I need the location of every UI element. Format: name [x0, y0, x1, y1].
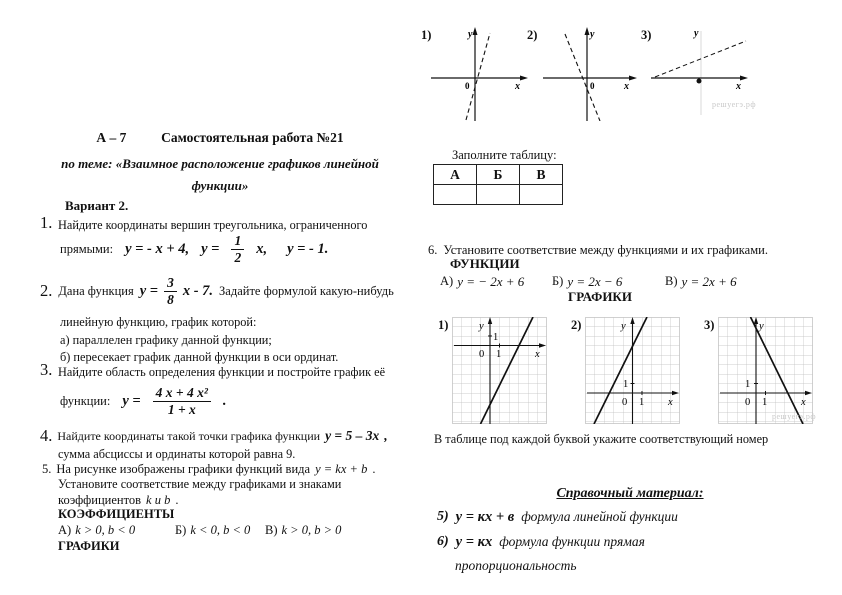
- problem1-formula2-pre: у =: [201, 240, 220, 257]
- problem5-line1: [42, 461, 375, 477]
- fill-table-cell-a: [434, 185, 477, 205]
- problem3-period: .: [222, 392, 227, 409]
- grid-graph2-xtick-label: 1: [639, 397, 645, 408]
- problem5-formula: y = kx + b: [315, 461, 368, 476]
- mini-graph1-label: 1): [421, 28, 432, 42]
- grid-graph-3: [718, 317, 813, 424]
- grid-graph2-x-axis-label: x: [668, 397, 673, 408]
- reference-item-6: [437, 533, 645, 551]
- problem2-line2: линейную функцию, график которой:: [60, 315, 257, 329]
- mini-graph3-label: 3): [641, 28, 652, 42]
- fill-table-header-a: А: [434, 165, 477, 185]
- fill-table-cell-b: [477, 185, 520, 205]
- fill-table-cell-v: [520, 185, 563, 205]
- mini-graph2-label: 2): [527, 28, 538, 42]
- worksheet-code: А – 7: [96, 130, 127, 145]
- grid-graph3-y-axis-label: y: [759, 321, 764, 332]
- worksheet-title: [30, 130, 410, 146]
- grid-graph1-x-axis-label: x: [535, 349, 540, 360]
- mini-graph-2: [540, 25, 640, 121]
- problem1-number: 1.: [40, 213, 53, 232]
- grid-graph3-xtick-label: 1: [762, 397, 768, 408]
- grid-graph1-ytick-label: 1: [493, 332, 499, 343]
- grid-graph2-origin-label: 0: [622, 397, 628, 408]
- fill-table-header-row: [434, 165, 563, 185]
- coefficients-heading: КОЭФФИЦИЕНТЫ: [58, 507, 175, 521]
- problem2-item-b: б) пересекает график данной функции в оси ординат.: [60, 350, 339, 364]
- fill-table-header-v: В: [520, 165, 563, 185]
- problem1-formula3: у = - 1.: [287, 240, 329, 257]
- grid-graph2-label: 2): [571, 318, 582, 332]
- function-option-v: В) у = 2х + 6: [665, 273, 737, 289]
- watermark-bottom: решуегэ.рф: [772, 412, 817, 421]
- variant-label: Вариант 2.: [65, 198, 129, 213]
- grid-graph1-y-axis-label: y: [479, 321, 484, 332]
- grid-graph3-x-axis-label: x: [801, 397, 806, 408]
- reference-item5-formula: у = кх + в: [455, 508, 515, 525]
- reference-item6-number: 6): [437, 534, 449, 549]
- problem5-period: .: [372, 461, 376, 476]
- problem4-number: 4.: [40, 426, 53, 445]
- problem2-post: Задайте формулой какую-нибудь: [219, 283, 394, 298]
- mini-graph1-x-axis-label: x: [515, 81, 520, 92]
- problem5-number: 5.: [42, 461, 52, 476]
- problem2-line1: [40, 274, 394, 308]
- mini-graph1-origin-label: 0: [465, 81, 470, 91]
- problem6-text: Установите соответствие между функциями и их графиками.: [443, 242, 768, 257]
- function-option-a: А) у = − 2х + 6: [440, 273, 525, 289]
- fill-table: [433, 164, 563, 205]
- mini-graph2-y-axis-label: y: [590, 29, 595, 40]
- problem2-pre: Дана функция: [58, 283, 134, 298]
- grid-graph3-ytick-label: 1: [745, 379, 751, 390]
- mini-graph-1: [428, 25, 530, 121]
- problem4-comma: ,: [384, 428, 388, 443]
- fraction-one-half: $\frac{1}{2}$: [231, 234, 244, 264]
- grid-graph-2: [585, 317, 680, 424]
- grid-graph-1: [452, 317, 547, 424]
- grid-graph3-origin-label: 0: [745, 397, 751, 408]
- problem1-prefix: прямыми:: [60, 241, 114, 256]
- problem4-line1: [40, 427, 388, 445]
- problem4-pre: Найдите координаты такой точки графика функции: [57, 428, 321, 443]
- mini-graph1-y-axis-label: y: [468, 29, 473, 40]
- watermark-top: решуегэ.рф: [712, 100, 757, 109]
- graphs-heading-left: ГРАФИКИ: [58, 539, 120, 553]
- worksheet-theme-line2: функции»: [191, 178, 249, 193]
- problem4-formula: у = 5 – 3х: [325, 428, 380, 443]
- problem1-text: Найдите координаты вершин треугольника, ограниченного: [58, 218, 368, 232]
- reference-title: Справочный материал:: [556, 486, 704, 501]
- grid-graph1-label: 1): [438, 318, 449, 332]
- problem1-formula2-post: х,: [256, 240, 268, 257]
- mini-graph2-x-axis-label: x: [624, 81, 629, 92]
- grid-graph1-origin-label: 0: [479, 349, 485, 360]
- grid-graph2-y-axis-label: y: [621, 321, 626, 332]
- worksheet-theme-line1: по теме: «Взаимное расположение графиков линейной: [61, 156, 379, 171]
- fill-table-answer-row: [434, 185, 563, 205]
- reference-item-5: [437, 508, 678, 526]
- reference-item6-text: формула функции прямая: [499, 534, 645, 549]
- problem3-label: функции:: [60, 393, 111, 408]
- coeff-option-a: А) k > 0, b < 0: [58, 522, 136, 537]
- grid-graph1-xtick-label: 1: [496, 349, 502, 360]
- problem5-line3: коэффициентов k и b .: [58, 492, 179, 507]
- fraction-rational: $\frac{\text{4 х + 4 х²}}{1 + х}$: [153, 386, 211, 416]
- reference-item6-formula: у = кх: [455, 533, 493, 550]
- function-option-b: Б) у = 2х − 6: [552, 273, 623, 289]
- mini-graph2-origin-label: 0: [590, 81, 595, 91]
- problem4-line2: сумма абсциссы и ординаты которой равна 9.: [58, 447, 296, 461]
- problem5-line2: Установите соответствие между графиками и знаками: [58, 477, 342, 491]
- mini-graph3-x-axis-label: x: [736, 81, 741, 92]
- reference-item5-text: формула линейной функции: [521, 509, 678, 524]
- problem1-formulas: [60, 232, 328, 266]
- fraction-three-eighths: $\frac{3}{8}$: [164, 276, 177, 306]
- mini-graph3-y-axis-label: y: [694, 28, 699, 39]
- reference-item6-text2: пропорциональность: [455, 558, 577, 573]
- problem3-text: Найдите область определения функции и постройте график её: [58, 365, 386, 379]
- fill-table-header-b: Б: [477, 165, 520, 185]
- fill-table-caption: Заполните таблицу:: [452, 148, 557, 162]
- problem5-pre: На рисунке изображены графики функций вида: [56, 461, 311, 476]
- problem3-number: 3.: [40, 360, 53, 379]
- problem6-footer: В таблице под каждой буквой укажите соответствующий номер: [434, 432, 769, 446]
- problem2-formula-pre: у =: [139, 282, 159, 299]
- reference-item5-number: 5): [437, 509, 449, 524]
- coeff-option-b: Б) k < 0, b < 0: [175, 522, 251, 537]
- grid-graph2-ytick-label: 1: [623, 379, 629, 390]
- problem1-formula1: у = - х + 4,: [125, 240, 190, 257]
- functions-heading: ФУНКЦИИ: [450, 256, 520, 271]
- grid-graph3-label: 3): [704, 318, 715, 332]
- origin-dot: [697, 79, 702, 84]
- graphs-heading-right: ГРАФИКИ: [568, 289, 632, 304]
- worksheet-title-text: Самостоятельная работа №21: [161, 130, 344, 145]
- problem2-formula-post: х - 7.: [182, 282, 214, 299]
- problem2-number: 2.: [40, 281, 53, 300]
- problem6-number: 6.: [428, 242, 438, 257]
- problem3-formula-pre: у =: [122, 392, 141, 409]
- coeff-option-v: В) k > 0, b > 0: [265, 522, 342, 537]
- problem3-formula: [60, 382, 227, 420]
- problem2-item-a: а) параллелен графику данной функции;: [60, 333, 272, 347]
